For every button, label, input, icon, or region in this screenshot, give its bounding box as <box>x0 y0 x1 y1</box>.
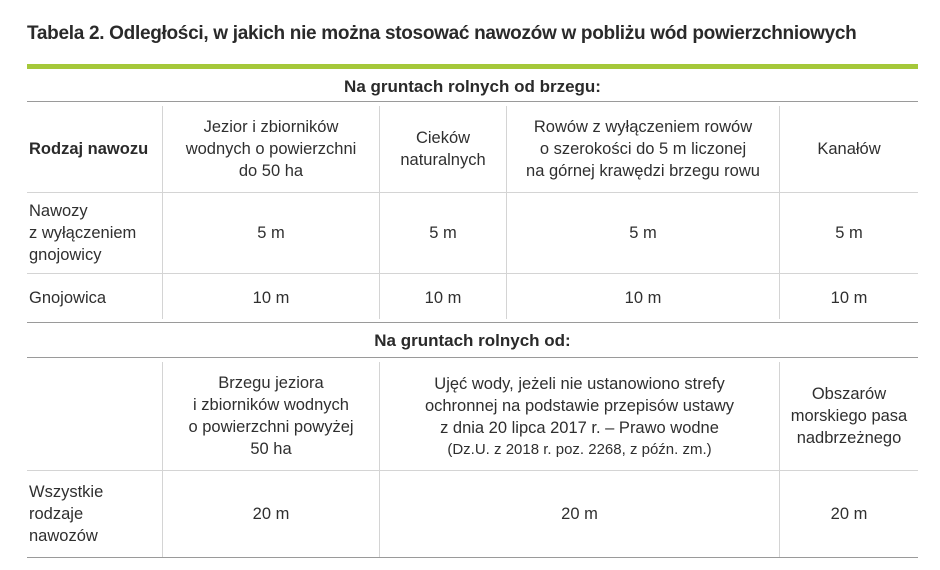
header-water-intakes-note: (Dz.U. z 2018 r. poz. 2268, z późn. zm.) <box>447 440 712 458</box>
row-label: Wszystkie rodzaje nawozów <box>29 483 104 545</box>
divider <box>27 101 918 102</box>
table-cell: 5 m <box>257 224 285 242</box>
section2-heading: Na gruntach rolnych od: <box>374 331 571 350</box>
header-water-intakes <box>380 362 779 470</box>
divider <box>27 322 918 323</box>
table-cell: 20 m <box>252 505 290 523</box>
header-ditches: Rowów z wyłączeniem rowów o szerokości do 5 m liczonej na górnej krawędzi brzegu rowu <box>526 118 760 180</box>
header-lakes: Jezior i zbiorników wodnych o powierzchni do 50 ha <box>185 118 357 180</box>
header-coastal-belt: Obszarów morskiego pasa nadbrzeżnego <box>790 385 908 447</box>
divider <box>27 357 918 358</box>
header-streams: Cieków naturalnych <box>400 129 486 169</box>
table-cell: 10 m <box>624 289 662 307</box>
header-empty <box>27 362 162 470</box>
table-cell: 5 m <box>429 224 457 242</box>
table-cell: 10 m <box>252 289 290 307</box>
row-label: Nawozy z wyłączeniem gnojowicy <box>29 202 137 264</box>
table-title: Tabela 2. Odległości, w jakich nie można stosować nawozów w pobliżu wód powierzchniowych <box>27 23 857 44</box>
divider <box>27 557 918 558</box>
row-label: Gnojowica <box>29 289 107 307</box>
table-cell: 10 m <box>424 289 462 307</box>
table-cell: 20 m <box>830 505 868 523</box>
table-cell: 5 m <box>629 224 657 242</box>
header-canals: Kanałów <box>817 140 881 158</box>
accent-bar <box>27 64 918 69</box>
header-lake-shore: Brzegu jeziora i zbiorników wodnych o powierzchni powyżej 50 ha <box>188 374 354 458</box>
table-cell: 10 m <box>830 289 868 307</box>
table-cell: 20 m <box>561 505 598 523</box>
header-fertilizer-type: Rodzaj nawozu <box>29 140 149 158</box>
table-cell: 5 m <box>835 224 863 242</box>
header-water-intakes-main: Ujęć wody, jeżeli nie ustanowiono strefy ochronnej na podstawie przepisów ustawy z dnia 20 lipca 2017 r. – Prawo wodne <box>424 374 735 437</box>
section1-heading: Na gruntach rolnych od brzegu: <box>344 77 601 96</box>
